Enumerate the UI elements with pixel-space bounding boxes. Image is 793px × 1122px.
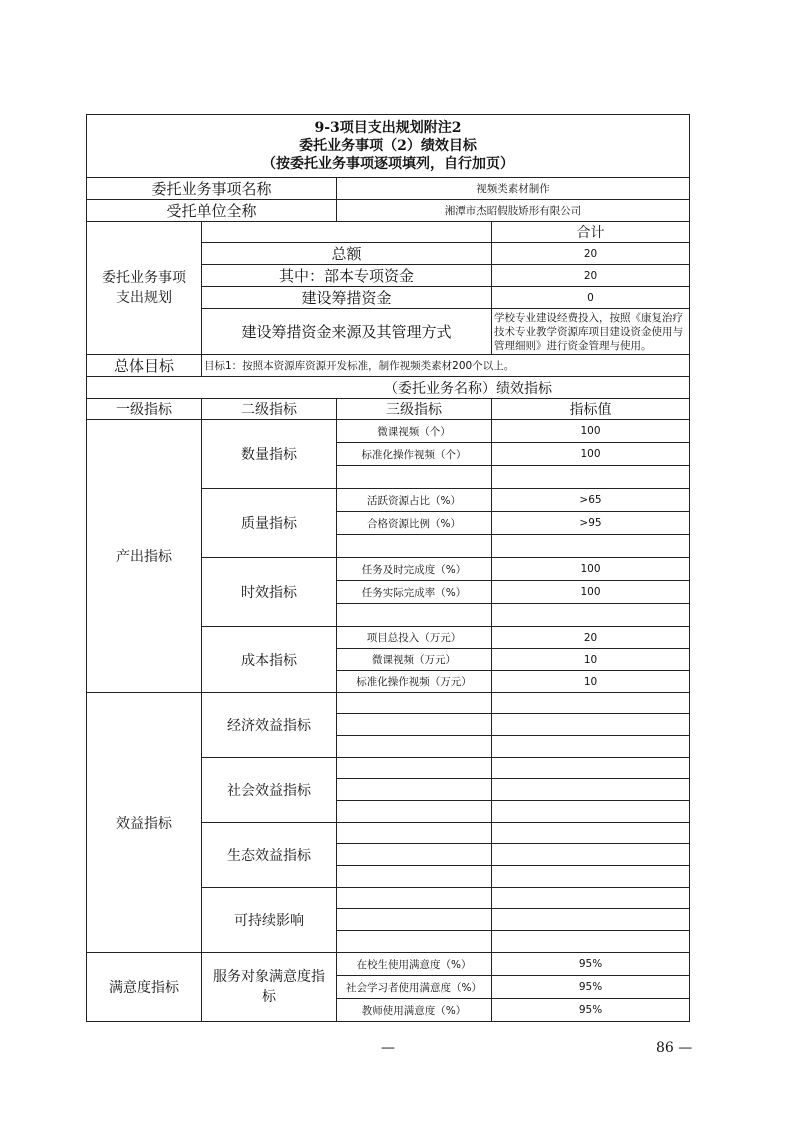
budget-header-row — [87, 222, 690, 243]
commission-unit-value: 湘潭市杰昭假肢矫形有限公司 — [337, 200, 690, 222]
title-line-2: 委托业务事项（2）绩效目标 — [299, 138, 477, 154]
quantity-indicator-label: 数量指标 — [202, 420, 337, 489]
indicator-value: 95% — [492, 999, 690, 1022]
col-header-level2: 二级指标 — [202, 399, 337, 420]
commission-unit-row — [87, 200, 690, 222]
budget-source-label: 建设筹措资金来源及其管理方式 — [202, 309, 492, 355]
indicator-row — [87, 420, 690, 443]
indicator-row-empty — [87, 693, 690, 714]
service-satisfaction-label: 服务对象满意度指标 — [202, 953, 337, 1022]
commission-name-value: 视频类素材制作 — [337, 178, 690, 200]
ecological-indicator-label: 生态效益指标 — [202, 823, 337, 888]
table-title — [87, 115, 690, 178]
budget-label: 委托业务事项支出规划 — [87, 222, 202, 355]
budget-row-value: 0 — [492, 287, 690, 309]
indicator-name: 社会学习者使用满意度（%） — [337, 976, 492, 999]
sustainable-indicator-label: 可持续影响 — [202, 888, 337, 953]
indicator-name: 项目总投入（万元） — [337, 627, 492, 649]
col-header-level1: 一级指标 — [87, 399, 202, 420]
commission-name-label: 委托业务事项名称 — [87, 178, 337, 200]
col-header-value: 指标值 — [492, 399, 690, 420]
indicator-name: 活跃资源占比（%） — [337, 489, 492, 512]
col-header-level3: 三级指标 — [337, 399, 492, 420]
overall-goal-label: 总体目标 — [87, 355, 202, 377]
indicator-value: 95% — [492, 953, 690, 976]
quality-indicator-label: 质量指标 — [202, 489, 337, 558]
budget-row-value: 20 — [492, 265, 690, 287]
title-line-3: （按委托业务事项逐项填列，自行加页） — [262, 156, 514, 172]
indicator-name: 标准化操作视频（万元） — [337, 671, 492, 693]
indicator-name: 任务实际完成率（%） — [337, 581, 492, 604]
indicators-heading: （委托业务名称）绩效指标 — [87, 377, 690, 399]
indicator-value: 100 — [492, 558, 690, 581]
budget-row-label: 总额 — [202, 243, 492, 265]
performance-table — [86, 114, 690, 1022]
indicator-name: 教师使用满意度（%） — [337, 999, 492, 1022]
indicators-heading-row — [87, 377, 690, 399]
overall-goal-row — [87, 355, 690, 377]
indicator-value: 100 — [492, 420, 690, 443]
output-indicator-label: 产出指标 — [87, 420, 202, 693]
budget-source-value: 学校专业建设经费投入，按照《康复治疗技术专业教学资源库项目建设资金使用与管理细则》进行资金管理与使用。 — [492, 309, 690, 355]
indicators-header-row — [87, 399, 690, 420]
budget-row-label: 其中：部本专项资金 — [202, 265, 492, 287]
timeliness-indicator-label: 时效指标 — [202, 558, 337, 627]
indicator-value: >95 — [492, 512, 690, 535]
indicator-name: 任务及时完成度（%） — [337, 558, 492, 581]
budget-row-value: 20 — [492, 243, 690, 265]
economic-indicator-label: 经济效益指标 — [202, 693, 337, 758]
title-line-1: 9-3项目支出规划附注2 — [314, 120, 462, 136]
indicator-value: 20 — [492, 627, 690, 649]
indicator-name: 合格资源比例（%） — [337, 512, 492, 535]
table-title-row — [87, 115, 690, 178]
indicator-value: >65 — [492, 489, 690, 512]
indicator-name: 在校生使用满意度（%） — [337, 953, 492, 976]
indicator-name: 标准化操作视频（个） — [337, 443, 492, 466]
commission-unit-label: 受托单位全称 — [87, 200, 337, 222]
indicator-name: 微课视频（个） — [337, 420, 492, 443]
page-number: 86 — — [656, 1040, 693, 1056]
indicator-value: 10 — [492, 671, 690, 693]
overall-goal-value: 目标1：按照本资源库资源开发标准，制作视频类素材200个以上。 — [202, 355, 690, 377]
indicator-value: 95% — [492, 976, 690, 999]
cost-indicator-label: 成本指标 — [202, 627, 337, 693]
social-indicator-label: 社会效益指标 — [202, 758, 337, 823]
benefit-indicator-label: 效益指标 — [87, 693, 202, 953]
budget-total-header: 合计 — [492, 222, 690, 243]
indicator-value: 10 — [492, 649, 690, 671]
satisfaction-indicator-label: 满意度指标 — [87, 953, 202, 1022]
footer-dash-left: — — [381, 1040, 395, 1056]
indicator-value: 100 — [492, 443, 690, 466]
commission-name-row — [87, 178, 690, 200]
indicator-row — [87, 953, 690, 976]
indicator-name: 微课视频（万元） — [337, 649, 492, 671]
indicator-value: 100 — [492, 581, 690, 604]
budget-row-label: 建设筹措资金 — [202, 287, 492, 309]
